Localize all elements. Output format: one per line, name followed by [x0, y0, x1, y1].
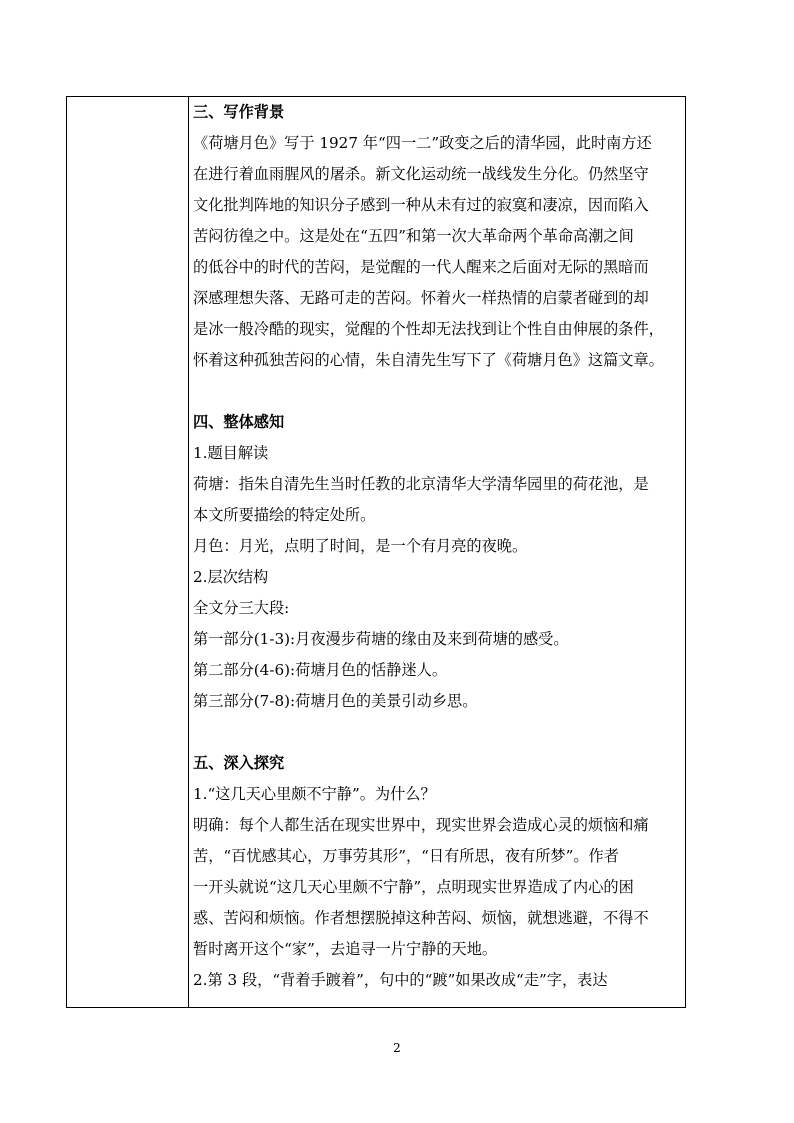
table-left-cell — [67, 97, 188, 1007]
paragraph-line: 2.第 3 段，“背着手踱着”，句中的“踱”如果改成“走”字，表达 — [193, 971, 608, 989]
paragraph-line: 全文分三大段: — [193, 599, 290, 617]
paragraph-line: 一开头就说“这几天心里颇不宁静”，点明现实世界造成了内心的困 — [193, 878, 634, 896]
section-deep-exploration — [193, 748, 683, 996]
paragraph-line: 在进行着血雨腥风的屠杀。新文化运动统一战线发生分化。仍然坚守 — [193, 165, 649, 183]
section-overall-perception — [193, 407, 683, 717]
paragraph-line: 怀着这种孤独苦闷的心情，朱自清先生写下了《荷塘月色》这篇文章。 — [193, 351, 664, 369]
paragraph-line: 本文所要描绘的特定处所。 — [193, 506, 376, 524]
paragraph-line: 惑、苦闷和烦恼。作者想摆脱掉这种苦闷、烦恼，就想逃避，不得不 — [193, 909, 649, 927]
paragraph-line: 荷塘：指朱自清先生当时任教的北京清华大学清华园里的荷花池，是 — [193, 475, 649, 493]
paragraph-line: 第二部分(4-6):荷塘月色的恬静迷人。 — [193, 661, 448, 679]
table-content-cell — [193, 97, 683, 996]
paragraph-line: 的低谷中的时代的苦闷，是觉醒的一代人醒来之后面对无际的黑暗而 — [193, 258, 649, 276]
paragraph-line: 苦闷彷徨之中。这是处在“五四”和第一次大革命两个革命高潮之间 — [193, 227, 634, 245]
paragraph-line: 1.“这几天心里颇不宁静”。为什么？ — [193, 785, 436, 803]
paragraph-line: 2.层次结构 — [193, 568, 269, 586]
paragraph-line: 是冰一般冷酷的现实，觉醒的个性却无法找到让个性自由伸展的条件， — [193, 320, 664, 338]
paragraph-line: 第一部分(1-3):月夜漫步荷塘的缘由及来到荷塘的感受。 — [193, 630, 569, 648]
paragraph-line: 明确：每个人都生活在现实世界中，现实世界会造成心灵的烦恼和痛 — [193, 816, 649, 834]
paragraph-line: 暂时离开这个“家”，去追寻一片宁静的天地。 — [193, 940, 498, 958]
paragraph-line: 《荷塘月色》写于 1927 年“四一二”政变之后的清华园，此时南方还 — [193, 134, 652, 152]
paragraph-line: 1.题目解读 — [193, 444, 269, 462]
blank-line — [193, 376, 683, 407]
paragraph-line: 文化批判阵地的知识分子感到一种从未有过的寂寞和凄凉，因而陷入 — [193, 196, 649, 214]
paragraph-line: 苦，“百忧感其心，万事劳其形”，“日有所思，夜有所梦”。作者 — [193, 847, 619, 865]
section-heading: 五、深入探究 — [193, 754, 285, 772]
paragraph-line: 第三部分(7-8):荷塘月色的美景引动乡思。 — [193, 692, 478, 710]
page-number: 2 — [393, 1041, 401, 1055]
section-heading: 三、写作背景 — [193, 103, 285, 121]
table-column-divider — [188, 97, 189, 1007]
paragraph-line: 月色：月光，点明了时间，是一个有月亮的夜晚。 — [193, 537, 528, 555]
section-heading: 四、整体感知 — [193, 413, 285, 431]
section-writing-background — [193, 97, 683, 376]
paragraph-line: 深感理想失落、无路可走的苦闷。怀着火一样热情的启蒙者碰到的却 — [193, 289, 649, 307]
blank-line — [193, 717, 683, 748]
